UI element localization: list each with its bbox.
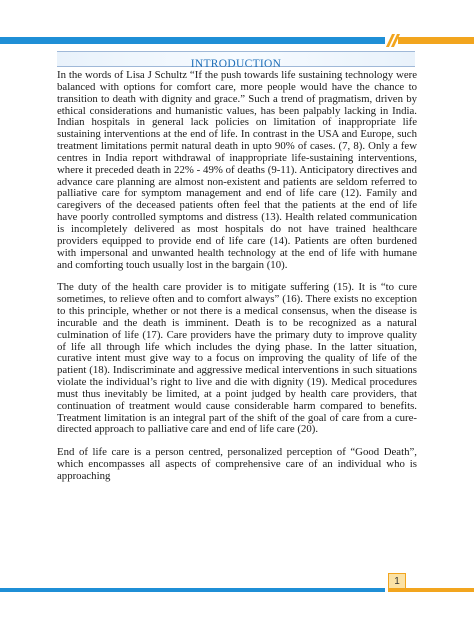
body-text: [57, 70, 417, 494]
paragraph-2: The duty of the health care provider is to mitigate suffering (15). It is “to cure sometimes, to relieve often and to comfort always” (16). There exists no exception to this principle, whether or not there is a medical consensus, when the disease is incurable and the death is imminent. Death is to be recognized as a natural culmination of life (17). Care providers have the primary duty to improve quality of life all through life which includes the dying phase. In the latter situation, curative intent must give way to a focus on improving the quality of life of the patient (18). Indiscriminate and aggressive medical interventions in such situations violate the individual’s right to live and die with dignity (19). Medical procedures must thus inevitably be limited, at a point judged by health care providers, that continuation of treatment would cause considerable harm compared to benefits. Treatment limitation is an integral part of the shift of the goal of care from a cure-directed approach to palliative care and end of life care (20).: [57, 281, 417, 436]
section-heading-box: [57, 51, 415, 70]
page-number: 1: [388, 573, 406, 590]
footer-stripe: [0, 588, 474, 592]
section-title: INTRODUCTION: [190, 58, 282, 70]
paragraph-1: In the words of Lisa J Schultz “If the push towards life sustaining technology were balanced with options for comfort care, more people would have the chance to transition to death with dignity and grace.” Such a trend of pragmatism, driven by ethical considerations and humanistic values, has been palpably lacking in India. Indian hospitals in general lack policies on limitation of inappropriate life sustaining interventions at the end of life. In contrast in the USA and Europe, such treatment limitations permit natural death in upto 90% of cases. (7, 8). Only a few centres in India report withdrawal of inappropriate life-sustaining interventions, where it preceded death in 22% - 49% of deaths (9-11). Anticipatory directives and advance care planning are almost non-existent and patients are seldom referred to palliative care for symptom management and end of life care (12). Family and caregivers of the deceased patients often feel that the patients at the end of life have poorly controlled symptoms and distress (13). Health related communication is incompletely delivered as most hospitals do not have trained healthcare providers equipped to provide end of life care (14). Patients are often burdened with impersonal and unwanted health technology at the end of life with humane and comforting touch usually lost in the bargain (10).: [57, 69, 417, 271]
footer-stripe-orange: [388, 588, 474, 592]
header-stripe-orange: [398, 37, 474, 44]
footer-stripe-blue: [0, 588, 385, 592]
header-stripe: [0, 37, 474, 44]
header-stripe-blue: [0, 37, 385, 44]
paragraph-3: End of life care is a person centred, personalized perception of “Good Death”, which encompasses all aspects of comprehensive care of an individual who is approaching: [57, 446, 417, 482]
